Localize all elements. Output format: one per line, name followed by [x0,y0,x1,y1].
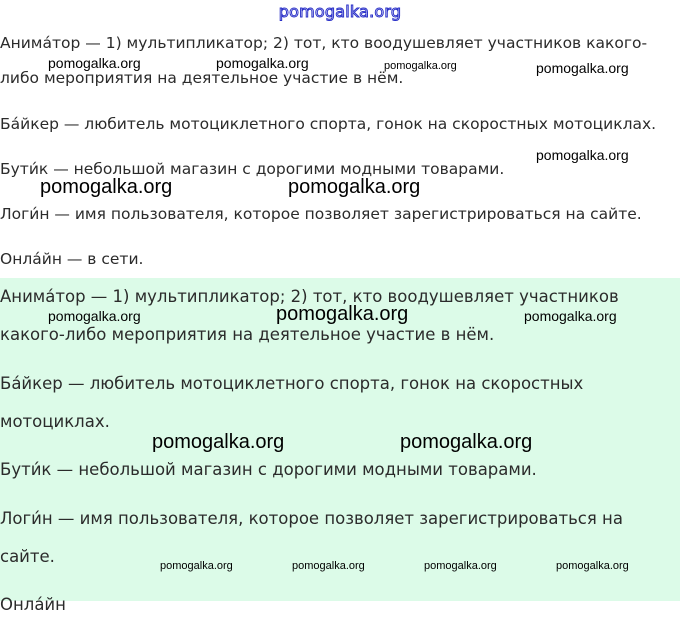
watermark: pomogalka.org [48,308,141,324]
watermark: pomogalka.org [216,55,309,71]
watermark: pomogalka.org [400,431,533,453]
entry-biker-line2: мотоциклах. [0,412,110,431]
site-logo[interactable]: pomogalka.org [278,2,402,21]
watermark: pomogalka.org [160,560,233,572]
entry-biker-line1: Ба́йкер — любитель мотоциклетного спорта, гонок на скоростных [0,374,584,393]
entry-boutique: Бути́к — небольшой магазин с дорогими модными товарами. [0,460,537,479]
entry-biker: Ба́йкер — любитель мотоциклетного спорта, гонок на скоростных мотоциклах. [0,115,657,133]
watermark: pomogalka.org [288,176,421,198]
watermark: pomogalka.org [536,60,629,76]
watermark: pomogalka.org [556,560,629,572]
watermark: pomogalka.org [152,431,285,453]
entry-online: Онла́йн — в сети. [0,250,144,268]
entry-online: Онла́йн [0,595,66,614]
entry-animator-line2: какого-либо мероприятия на деятельное участие в нём. [0,325,495,344]
entry-login-line1: Логи́н — имя пользователя, которое позволяет зарегистрироваться на [0,509,623,528]
watermark: pomogalka.org [40,176,173,198]
watermark: pomogalka.org [384,60,457,72]
watermark: pomogalka.org [276,303,409,325]
entry-animator-line1: Анима́тор — 1) мультипликатор; 2) тот, кто воодушевляет участников какого- [0,34,648,52]
watermark: pomogalka.org [536,147,629,163]
entry-animator-line2: либо мероприятия на деятельное участие в нём. [0,69,404,87]
entry-login-line2: сайте. [0,547,55,566]
watermark: pomogalka.org [424,560,497,572]
watermark: pomogalka.org [48,55,141,71]
entry-animator-line1: Анима́тор — 1) мультипликатор; 2) тот, кто воодушевляет участников [0,287,619,306]
watermark: pomogalka.org [292,560,365,572]
watermark: pomogalka.org [524,308,617,324]
entry-login: Логи́н — имя пользователя, которое позволяет зарегистрироваться на сайте. [0,205,642,223]
entry-boutique: Бути́к — небольшой магазин с дорогими модными товарами. [0,160,505,178]
